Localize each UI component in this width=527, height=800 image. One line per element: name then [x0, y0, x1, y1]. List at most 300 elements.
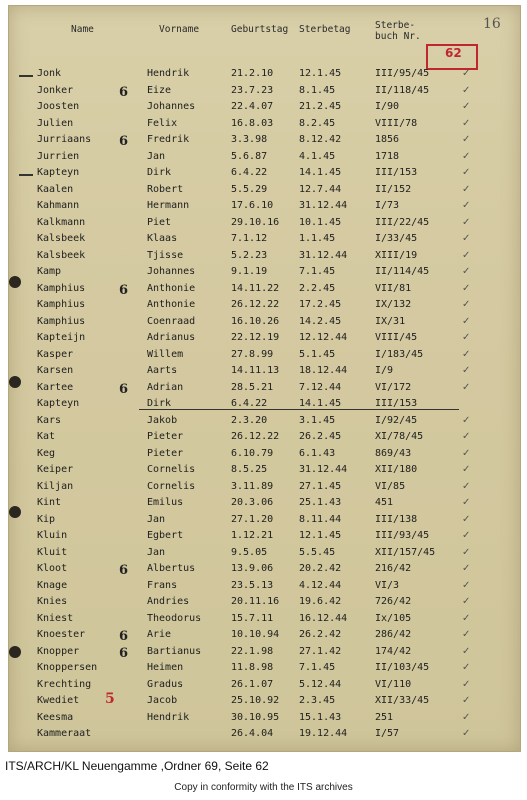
first-name: Egbert — [147, 530, 184, 541]
first-name: Eize — [147, 84, 172, 96]
check-mark: ✓ — [462, 200, 471, 211]
death-date: 19.6.42 — [299, 596, 342, 607]
surname: Kalkmann — [37, 216, 86, 228]
check-mark: ✓ — [462, 101, 471, 112]
birth-date: 5.2.23 — [231, 249, 268, 261]
check-mark: ✓ — [462, 497, 471, 508]
surname: Kalsbeek — [37, 233, 86, 244]
register-number: 216/42 — [375, 563, 412, 574]
surname: Kammeraat — [37, 728, 92, 739]
surname: Kloot — [37, 563, 68, 574]
first-name: Theodorus — [147, 612, 202, 624]
surname: Kiljan — [37, 480, 74, 492]
death-date: 27.1.45 — [299, 480, 342, 492]
surname: Knopper — [37, 645, 80, 657]
register-number: 869/43 — [375, 447, 412, 459]
check-mark: ✓ — [462, 183, 471, 195]
surname: Jonker — [37, 84, 74, 96]
surname: Jurriaans — [37, 134, 92, 145]
table-row — [9, 184, 520, 200]
check-mark: ✓ — [462, 381, 471, 393]
death-date: 5.5.45 — [299, 546, 336, 558]
death-date: 20.2.42 — [299, 563, 342, 574]
first-name: Fredrik — [147, 134, 190, 145]
check-mark: ✓ — [462, 530, 471, 541]
table-row — [9, 712, 520, 728]
register-number: XIII/19 — [375, 249, 418, 261]
register-number: 726/42 — [375, 596, 412, 607]
first-name: Johannes — [147, 101, 196, 112]
check-mark: ✓ — [462, 414, 471, 426]
check-mark: ✓ — [462, 348, 471, 360]
check-mark: ✓ — [462, 513, 471, 525]
register-number: 451 — [375, 497, 394, 508]
surname: Knoppersen — [37, 662, 98, 673]
first-name: Dirk — [147, 398, 172, 409]
death-date: 5.1.45 — [299, 348, 336, 360]
birth-date: 16.8.03 — [231, 117, 274, 129]
first-name: Andries — [147, 596, 190, 607]
table-row — [9, 332, 520, 348]
first-name: Frans — [147, 579, 178, 591]
death-date: 31.12.44 — [299, 200, 348, 211]
birth-date: 23.5.13 — [231, 579, 274, 591]
table-row — [9, 250, 520, 266]
first-name: Anthonie — [147, 299, 196, 310]
table-row — [9, 431, 520, 447]
register-number: 286/42 — [375, 629, 412, 640]
first-name: Hendrik — [147, 68, 190, 79]
surname: Julien — [37, 117, 74, 129]
surname: Kluin — [37, 530, 68, 541]
register-number: III/153 — [375, 398, 418, 409]
death-date: 26.2.42 — [299, 629, 342, 640]
birth-date: 9.5.05 — [231, 546, 268, 558]
surname: Kapteyn — [37, 398, 80, 409]
death-date: 7.1.45 — [299, 662, 336, 673]
death-date: 7.12.44 — [299, 381, 342, 393]
surname: Krechting — [37, 678, 92, 690]
birth-date: 5.5.29 — [231, 183, 268, 195]
header-birth: Geburtstag — [231, 24, 289, 35]
check-mark: ✓ — [462, 68, 471, 79]
birth-date: 5.6.87 — [231, 150, 268, 162]
mark-six: 6 — [119, 134, 129, 149]
table-row — [9, 101, 520, 117]
birth-date: 29.10.16 — [231, 216, 280, 228]
table-row — [9, 151, 520, 167]
register-number: 174/42 — [375, 645, 412, 657]
death-date: 12.1.45 — [299, 68, 342, 79]
birth-date: 7.1.12 — [231, 233, 268, 244]
first-name: Emilus — [147, 497, 184, 508]
strike-through-line — [139, 409, 459, 410]
death-date: 19.12.44 — [299, 728, 348, 739]
death-date: 21.2.45 — [299, 101, 342, 112]
first-name: Gradus — [147, 678, 184, 690]
check-mark: ✓ — [462, 480, 471, 492]
death-date: 4.12.44 — [299, 579, 342, 591]
table-row — [9, 679, 520, 695]
birth-date: 1.12.21 — [231, 530, 274, 541]
first-name: Albertus — [147, 563, 196, 574]
register-number: III/22/45 — [375, 216, 430, 228]
birth-date: 3.3.98 — [231, 134, 268, 145]
surname: Kaalen — [37, 183, 74, 195]
register-number: III/95/45 — [375, 68, 430, 79]
first-name: Klaas — [147, 233, 178, 244]
birth-date: 27.1.20 — [231, 513, 274, 525]
death-date: 8.11.44 — [299, 513, 342, 525]
surname: Kars — [37, 414, 62, 426]
register-number: I/92/45 — [375, 414, 418, 426]
register-number: XII/157/45 — [375, 546, 436, 558]
death-date: 3.1.45 — [299, 414, 336, 426]
death-date: 1.1.45 — [299, 233, 336, 244]
birth-date: 22.1.98 — [231, 645, 274, 657]
birth-date: 20.11.16 — [231, 596, 280, 607]
table-row — [9, 448, 520, 464]
surname: Kip — [37, 513, 56, 525]
first-name: Hermann — [147, 200, 190, 211]
register-number: VI/85 — [375, 480, 406, 492]
death-date: 27.1.42 — [299, 645, 342, 657]
register-number: 251 — [375, 711, 394, 723]
birth-date: 14.11.13 — [231, 365, 280, 376]
check-mark: ✓ — [462, 678, 471, 690]
check-mark: ✓ — [462, 134, 471, 145]
birth-date: 3.11.89 — [231, 480, 274, 492]
archive-reference: ITS/ARCH/KL Neuengamme ,Ordner 69, Seite 62 — [5, 759, 269, 773]
table-row — [9, 596, 520, 612]
check-mark: ✓ — [462, 167, 471, 178]
death-date: 18.12.44 — [299, 365, 348, 376]
death-date: 8.1.45 — [299, 84, 336, 96]
check-mark: ✓ — [462, 546, 471, 558]
mark-six: 6 — [119, 563, 129, 578]
mark-six: 6 — [119, 645, 129, 661]
surname: Kartee — [37, 381, 74, 393]
birth-date: 14.11.22 — [231, 282, 280, 294]
first-name: Anthonie — [147, 282, 196, 294]
check-mark: ✓ — [462, 233, 471, 244]
check-mark: ✓ — [462, 150, 471, 162]
register-number: II/114/45 — [375, 266, 430, 277]
death-date: 14.1.45 — [299, 167, 342, 178]
register-number: II/118/45 — [375, 84, 430, 96]
surname: Jonk — [37, 68, 62, 79]
first-name: Heimen — [147, 662, 184, 673]
surname: Keiper — [37, 464, 74, 475]
birth-date: 13.9.06 — [231, 563, 274, 574]
birth-date: 26.1.07 — [231, 678, 274, 690]
check-mark: ✓ — [462, 563, 471, 574]
table-row — [9, 85, 520, 101]
register-number: I/33/45 — [375, 233, 418, 244]
register-number: IX/132 — [375, 299, 412, 310]
register-number: VIII/78 — [375, 117, 418, 129]
page-number: 62 — [445, 46, 462, 60]
register-number: XI/78/45 — [375, 431, 424, 442]
register-number: I/183/45 — [375, 348, 424, 360]
first-name: Aarts — [147, 365, 178, 376]
check-mark: ✓ — [462, 645, 471, 657]
mark-six: 6 — [119, 84, 129, 100]
register-number: I/73 — [375, 200, 400, 211]
surname: Knage — [37, 579, 68, 591]
death-date: 5.12.44 — [299, 678, 342, 690]
surname: Kasper — [37, 348, 74, 360]
first-name: Jacob — [147, 695, 178, 706]
death-date: 10.1.45 — [299, 216, 342, 228]
death-date: 12.7.44 — [299, 183, 342, 195]
surname: Knoester — [37, 629, 86, 640]
check-mark: ✓ — [462, 695, 471, 706]
register-number: 1718 — [375, 150, 400, 162]
table-row — [9, 646, 520, 662]
register-number: I/9 — [375, 365, 394, 376]
table-row — [9, 481, 520, 497]
register-number: 1856 — [375, 134, 400, 145]
first-name: Coenraad — [147, 315, 196, 327]
birth-date: 26.12.22 — [231, 431, 280, 442]
first-name: Felix — [147, 117, 178, 129]
register-number: III/138 — [375, 513, 418, 525]
table-row — [9, 464, 520, 480]
first-name: Tjisse — [147, 249, 184, 261]
table-row — [9, 233, 520, 249]
table-row — [9, 563, 520, 579]
header-register: Sterbe- buch Nr. — [375, 20, 421, 42]
first-name: Dirk — [147, 167, 172, 178]
table-row — [9, 580, 520, 596]
register-number: I/90 — [375, 101, 400, 112]
check-mark: ✓ — [462, 332, 471, 343]
first-name: Arie — [147, 629, 172, 640]
surname: Jurrien — [37, 150, 80, 162]
birth-date: 22.4.07 — [231, 101, 274, 112]
check-mark: ✓ — [462, 662, 471, 673]
check-mark: ✓ — [462, 629, 471, 640]
table-row — [9, 613, 520, 629]
birth-date: 21.2.10 — [231, 68, 274, 79]
first-name: Jan — [147, 150, 166, 162]
register-number: Ix/105 — [375, 612, 412, 624]
first-name: Johannes — [147, 266, 196, 277]
first-name: Robert — [147, 183, 184, 195]
surname: Keesma — [37, 711, 74, 723]
table-row — [9, 266, 520, 282]
check-mark: ✓ — [462, 282, 471, 294]
birth-date: 8.5.25 — [231, 464, 268, 475]
document-sheet — [8, 5, 521, 752]
death-date: 12.12.44 — [299, 332, 348, 343]
register-number: VI/3 — [375, 579, 400, 591]
table-row — [9, 629, 520, 645]
death-date: 2.2.45 — [299, 282, 336, 294]
surname: Kniest — [37, 612, 74, 624]
check-mark: ✓ — [462, 365, 471, 376]
surname: Kamphius — [37, 282, 86, 294]
register-number: VII/81 — [375, 282, 412, 294]
table-row — [9, 349, 520, 365]
surname: Joosten — [37, 101, 80, 112]
check-mark: ✓ — [462, 447, 471, 459]
death-date: 12.1.45 — [299, 530, 342, 541]
check-mark: ✓ — [462, 596, 471, 607]
check-mark: ✓ — [462, 216, 471, 228]
death-date: 15.1.43 — [299, 711, 342, 723]
check-mark: ✓ — [462, 464, 471, 475]
table-row — [9, 283, 520, 299]
surname: Kwediet — [37, 695, 80, 706]
table-row — [9, 497, 520, 513]
birth-date: 28.5.21 — [231, 381, 274, 393]
surname: Keg — [37, 447, 56, 459]
birth-date: 16.10.26 — [231, 315, 280, 327]
birth-date: 11.8.98 — [231, 662, 274, 673]
death-date: 7.1.45 — [299, 266, 336, 277]
first-name: Cornelis — [147, 480, 196, 492]
birth-date: 23.7.23 — [231, 84, 274, 96]
birth-date: 10.10.94 — [231, 629, 280, 640]
death-date: 8.12.42 — [299, 134, 342, 145]
table-row — [9, 398, 520, 414]
birth-date: 20.3.06 — [231, 497, 274, 508]
birth-date: 22.12.19 — [231, 332, 280, 343]
table-row — [9, 415, 520, 431]
table-row — [9, 547, 520, 563]
surname: Kapteijn — [37, 332, 86, 343]
check-mark: ✓ — [462, 612, 471, 624]
table-row — [9, 200, 520, 216]
check-mark: ✓ — [462, 431, 471, 442]
check-mark: ✓ — [462, 266, 471, 277]
check-mark: ✓ — [462, 728, 471, 739]
table-row — [9, 68, 520, 84]
register-number: IX/31 — [375, 315, 406, 327]
register-number: III/93/45 — [375, 530, 430, 541]
first-name: Adrianus — [147, 332, 196, 343]
death-date: 4.1.45 — [299, 150, 336, 162]
death-date: 8.2.45 — [299, 117, 336, 129]
first-name: Adrian — [147, 381, 184, 393]
check-mark: ✓ — [462, 711, 471, 723]
table-row — [9, 365, 520, 381]
mark-six: 6 — [119, 629, 129, 644]
death-date: 31.12.44 — [299, 464, 348, 475]
death-date: 16.12.44 — [299, 612, 348, 624]
death-date: 6.1.43 — [299, 447, 336, 459]
first-name: Pieter — [147, 447, 184, 459]
death-date: 26.2.45 — [299, 431, 342, 442]
table-row — [9, 118, 520, 134]
birth-date: 6.10.79 — [231, 447, 274, 459]
table-row — [9, 382, 520, 398]
birth-date: 26.12.22 — [231, 299, 280, 310]
check-mark: ✓ — [462, 315, 471, 327]
register-number: XII/180 — [375, 464, 418, 475]
birth-date: 2.3.20 — [231, 414, 268, 426]
copy-note: Copy in conformity with the ITS archives — [174, 782, 353, 793]
table-row — [9, 514, 520, 530]
surname: Kamphius — [37, 315, 86, 327]
table-row — [9, 134, 520, 150]
first-name: Cornelis — [147, 464, 196, 475]
death-date: 31.12.44 — [299, 249, 348, 261]
first-name: Hendrik — [147, 711, 190, 723]
first-name: Jan — [147, 513, 166, 525]
surname: Knies — [37, 596, 68, 607]
surname: Kapteyn — [37, 167, 80, 178]
first-name: Piet — [147, 216, 172, 228]
surname: Kint — [37, 497, 62, 508]
register-number: XII/33/45 — [375, 695, 430, 706]
table-row — [9, 299, 520, 315]
birth-date: 25.10.92 — [231, 695, 280, 706]
table-row — [9, 728, 520, 744]
register-number: VIII/45 — [375, 332, 418, 343]
birth-date: 17.6.10 — [231, 200, 274, 211]
corner-number: 16 — [483, 16, 501, 32]
death-date: 14.1.45 — [299, 398, 342, 409]
surname: Karsen — [37, 365, 74, 376]
death-date: 17.2.45 — [299, 299, 342, 310]
mark-six: 6 — [119, 381, 129, 397]
register-number: I/57 — [375, 728, 400, 739]
death-date: 2.3.45 — [299, 695, 336, 706]
surname: Kamphius — [37, 299, 86, 310]
surname: Kat — [37, 431, 56, 442]
table-row — [9, 217, 520, 233]
table-row — [9, 530, 520, 546]
table-row — [9, 695, 520, 711]
register-number: II/103/45 — [375, 662, 430, 673]
first-name: Jakob — [147, 414, 178, 426]
register-number: III/153 — [375, 167, 418, 178]
header-first-name: Vorname — [159, 24, 200, 35]
surname: Kalsbeek — [37, 249, 86, 261]
death-date: 25.1.43 — [299, 497, 342, 508]
surname: Kamp — [37, 266, 62, 277]
first-name: Jan — [147, 546, 166, 558]
header-name: Name — [71, 24, 94, 35]
first-name: Bartianus — [147, 645, 202, 657]
register-number: VI/172 — [375, 381, 412, 393]
check-mark: ✓ — [462, 117, 471, 129]
death-date: 14.2.45 — [299, 315, 342, 327]
birth-date: 6.4.22 — [231, 398, 268, 409]
check-mark: ✓ — [462, 84, 471, 96]
red-annotation: 5 — [105, 691, 115, 707]
table-row — [9, 316, 520, 332]
table-row — [9, 167, 520, 183]
birth-date: 27.8.99 — [231, 348, 274, 360]
mark-six: 6 — [119, 282, 129, 298]
header-death: Sterbetag — [299, 24, 351, 35]
table-row — [9, 662, 520, 678]
check-mark: ✓ — [462, 249, 471, 261]
birth-date: 15.7.11 — [231, 612, 274, 624]
first-name: Willem — [147, 348, 184, 360]
birth-date: 9.1.19 — [231, 266, 268, 277]
first-name: Pieter — [147, 431, 184, 442]
surname: Kluit — [37, 546, 68, 558]
birth-date: 30.10.95 — [231, 711, 280, 723]
register-number: VI/110 — [375, 678, 412, 690]
birth-date: 6.4.22 — [231, 167, 268, 178]
check-mark: ✓ — [462, 299, 471, 310]
